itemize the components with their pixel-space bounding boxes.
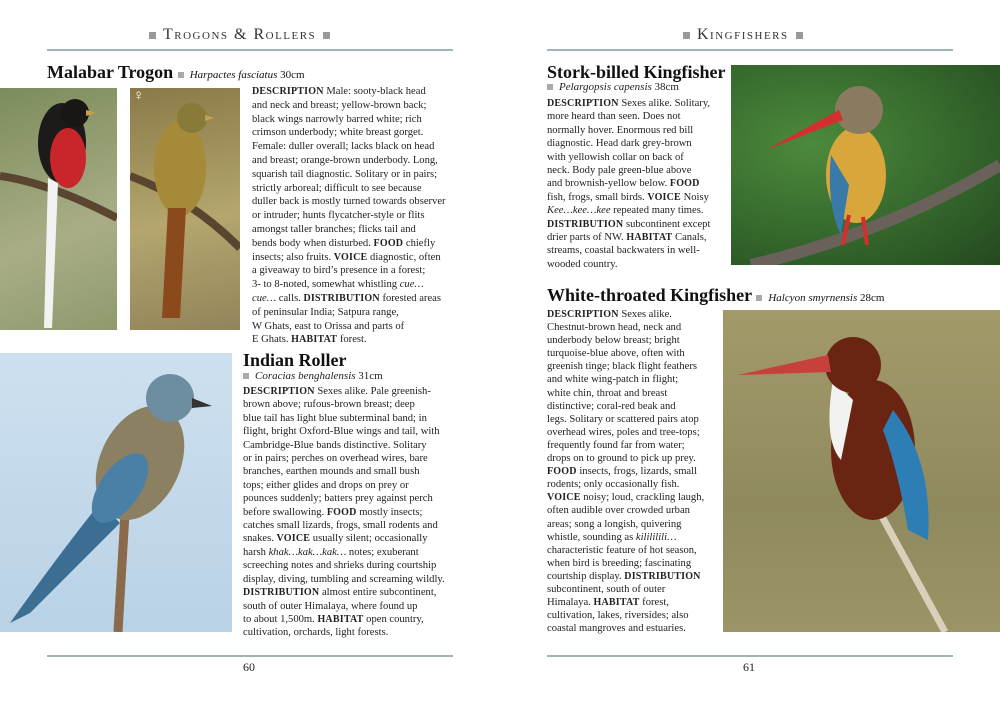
field-label: VOICE: [276, 533, 311, 545]
text-run: normally hover. Enormous red bill: [547, 124, 694, 136]
text-line: [547, 137, 710, 150]
text-line: [243, 546, 445, 559]
text-run: cultivation, lakes, riversides; also: [547, 610, 689, 622]
running-head-left: [142, 26, 337, 44]
text-line: [243, 613, 445, 626]
text-line: [252, 182, 446, 196]
text-run: and brownish-yellow below.: [547, 178, 670, 190]
footer-rule: [547, 655, 953, 657]
text-line: [252, 168, 446, 182]
text-line: [547, 544, 704, 557]
field-label: HABITAT: [626, 232, 673, 244]
text-line: [547, 504, 704, 517]
text-run: streams, coastal backwaters in well-: [547, 245, 700, 257]
square-bullet-icon: [547, 84, 553, 90]
text-run: noisy; loud, crackling laugh,: [580, 492, 705, 504]
field-label: DESCRIPTION: [252, 86, 324, 97]
field-label: VOICE: [647, 191, 681, 203]
text-run: open country,: [363, 613, 424, 625]
text-line: [252, 209, 446, 223]
text-run: Himalaya.: [547, 597, 594, 609]
call-text: cue…: [399, 279, 424, 291]
photo-white-throated-kingfisher: [723, 310, 1000, 632]
text-line: [243, 506, 445, 519]
photo-stork-billed-kingfisher: [731, 65, 1000, 265]
bird-illustration: [731, 65, 1000, 265]
entry-title-white-throated-kingfisher: [547, 285, 884, 306]
entry-name: White-throated Kingfisher: [547, 285, 752, 305]
text-line: [243, 586, 445, 599]
square-bullet-icon: [323, 32, 330, 39]
text-line: [243, 425, 445, 438]
text-run: Cambridge-Blue bands distinctive. Solitary: [243, 439, 427, 451]
text-line: [547, 557, 704, 570]
text-run: notes; exuberant: [346, 546, 419, 558]
entry-text-indian-roller: [243, 385, 445, 640]
text-run: snakes.: [243, 533, 277, 545]
text-run: drops on to ground to pick up prey.: [547, 453, 696, 465]
text-line: [547, 177, 710, 190]
square-bullet-icon: [149, 32, 156, 39]
square-bullet-icon: [683, 32, 690, 39]
text-run: mostly insects;: [356, 506, 423, 518]
text-line: [547, 491, 704, 504]
text-line: [547, 478, 704, 491]
text-line: [252, 195, 446, 209]
scientific-name: [178, 69, 305, 81]
text-line: [547, 231, 710, 244]
text-line: [243, 519, 445, 532]
text-line: [547, 439, 704, 452]
text-run: wooded country.: [547, 258, 618, 270]
text-line: [252, 292, 446, 306]
text-run: Sexes alike.: [618, 309, 672, 320]
text-line: [547, 426, 704, 439]
square-bullet-icon: [756, 295, 762, 301]
running-head-text: Kingfishers: [697, 26, 789, 43]
text-line: [547, 97, 710, 110]
latin-name: Coracias benghalensis: [255, 370, 356, 382]
text-line: [547, 164, 710, 177]
text-run: black wings narrowly barred white; rich: [252, 113, 422, 125]
text-line: [252, 126, 446, 140]
entry-title-indian-roller: [243, 350, 347, 371]
field-label: HABITAT: [593, 597, 640, 609]
field-label: DESCRIPTION: [243, 386, 315, 397]
scientific-name: [243, 370, 383, 382]
text-line: [252, 237, 446, 251]
text-run: of peninsular India; Satpura range,: [252, 306, 399, 318]
text-run: or intruder; hunts flycatcher-style or flits: [252, 210, 425, 222]
text-line: [547, 308, 704, 321]
text-line: [243, 465, 445, 478]
field-label: DESCRIPTION: [547, 309, 619, 320]
text-run: Chestnut-brown head, neck and: [547, 322, 682, 334]
bird-illustration: [0, 88, 117, 330]
entry-text-malabar-trogon: [252, 85, 446, 347]
bird-illustration: [130, 88, 240, 330]
text-run: fish, frogs, small birds.: [547, 191, 648, 203]
text-line: [243, 452, 445, 465]
scientific-name: [547, 81, 679, 93]
text-run: bends body when disturbed.: [252, 237, 374, 249]
text-line: [547, 570, 704, 583]
photo-malabar-trogon-male: [0, 88, 117, 330]
field-label: VOICE: [333, 251, 368, 263]
field-label: DISTRIBUTION: [303, 292, 380, 304]
page-number-left: 60: [243, 660, 255, 674]
text-run: 3- to 8-noted, somewhat whistling: [252, 279, 400, 291]
field-label: FOOD: [373, 237, 404, 249]
text-line: [252, 113, 446, 127]
page-number-right: 61: [743, 660, 755, 674]
entry-text-stork-billed-kingfisher: [547, 97, 710, 271]
call-text: cue…: [252, 292, 277, 304]
text-run: repeated many times.: [610, 205, 704, 217]
entry-title-malabar-trogon: [47, 62, 305, 83]
text-line: [547, 244, 710, 257]
text-run: Canals,: [672, 232, 707, 244]
photo-indian-roller: [0, 353, 232, 632]
text-line: [252, 333, 446, 347]
text-run: before swallowing.: [243, 506, 327, 518]
entry-name: Stork-billed Kingfisher: [547, 62, 726, 82]
text-line: [547, 360, 704, 373]
text-run: almost entire subcontinent,: [319, 587, 437, 599]
text-line: [547, 609, 704, 622]
entry-name: Indian Roller: [243, 350, 347, 370]
size: 28cm: [860, 292, 885, 304]
text-run: forested areas: [379, 292, 441, 304]
text-run: areas; song a longish, quivering: [547, 518, 682, 530]
text-line: [252, 85, 446, 99]
female-symbol: ♀: [133, 88, 145, 104]
latin-name: Pelargopsis capensis: [559, 81, 652, 93]
text-line: [252, 264, 446, 278]
text-line: [547, 218, 710, 231]
text-line: [547, 387, 704, 400]
text-line: [252, 154, 446, 168]
text-run: insects; also fruits.: [252, 251, 334, 263]
text-run: more heard than seen. Does not: [547, 111, 681, 123]
text-run: insects, frogs, lizards, small: [576, 466, 698, 478]
field-label: FOOD: [326, 506, 357, 518]
text-run: squarish tail diagnostic. Solitary or in pairs;: [252, 168, 438, 180]
text-run: a giveaway to bird’s presence in a forest;: [252, 265, 426, 277]
text-run: amongst taller branches; flicks tail and: [252, 223, 416, 235]
text-run: and neck and breast; yellow-brown back;: [252, 99, 427, 111]
text-line: [547, 465, 704, 478]
bird-illustration: [0, 353, 232, 632]
square-bullet-icon: [243, 373, 249, 379]
text-run: W Ghats, east to Orissa and parts of: [252, 320, 405, 332]
text-run: turquoise-blue above, often with: [547, 348, 685, 360]
text-run: Female: duller overall; lacks black on head: [252, 141, 435, 153]
text-run: subcontinent except: [623, 218, 711, 230]
text-run: cultivation, orchards, light forests.: [243, 627, 389, 639]
text-run: diagnostic. Head dark grey-brown: [547, 138, 692, 150]
text-line: [243, 439, 445, 452]
text-run: distinctive; coral-red beak and: [547, 400, 676, 412]
field-label: HABITAT: [291, 334, 338, 346]
text-run: underbody below breast; bright: [547, 335, 680, 347]
text-run: characteristic feature of hot season,: [547, 544, 697, 556]
scientific-name: [756, 292, 884, 304]
text-run: flight, bright Oxford-Blue wings and tail, with: [243, 426, 440, 438]
text-run: often audible over crowded urban: [547, 505, 690, 517]
text-run: Male: sooty-black head: [323, 86, 426, 97]
text-run: chiefly: [403, 237, 436, 249]
text-line: [547, 400, 704, 413]
text-line: [252, 320, 446, 334]
field-label: VOICE: [547, 492, 581, 504]
running-head-text: Trogons & Rollers: [163, 26, 317, 43]
text-run: crimson underbody; white breast gorget.: [252, 127, 424, 139]
text-line: [547, 110, 710, 123]
footer-rule: [47, 655, 453, 657]
text-run: courtship display.: [547, 570, 625, 582]
text-line: [547, 583, 704, 596]
text-run: calls.: [276, 292, 304, 304]
latin-name: Halcyon smyrnensis: [768, 292, 858, 304]
text-run: when bird is breeding; fascinating: [547, 557, 692, 569]
text-run: display, diving, tumbling and screaming wildly.: [243, 573, 445, 585]
field-label: HABITAT: [317, 613, 364, 625]
text-line: [252, 223, 446, 237]
text-run: subcontinent, south of outer: [547, 583, 666, 595]
text-run: drier parts of NW.: [547, 232, 627, 244]
text-line: [243, 492, 445, 505]
text-line: [547, 518, 704, 531]
text-run: brown above; rufous-brown breast; deep: [243, 399, 415, 411]
text-line: [252, 278, 446, 292]
text-line: [547, 347, 704, 360]
text-run: blue tail has light blue subterminal band; in: [243, 412, 427, 424]
size: 30cm: [280, 69, 305, 81]
text-run: strictly arboreal; difficult to see because: [252, 182, 422, 194]
text-line: [243, 479, 445, 492]
text-line: [547, 191, 710, 204]
text-line: [243, 412, 445, 425]
text-line: [547, 373, 704, 386]
text-line: [243, 573, 445, 586]
text-run: branches, earthen mounds and small bush: [243, 466, 420, 478]
text-line: [547, 151, 710, 164]
text-run: legs. Solitary or scattered pairs atop: [547, 413, 699, 425]
entry-title-stork-billed-kingfisher: [547, 62, 726, 83]
text-line: [547, 622, 704, 635]
field-label: FOOD: [669, 178, 700, 190]
text-run: duller back is mostly turned towards observer: [252, 196, 446, 208]
text-run: overhead wires, poles and tree-tops;: [547, 426, 700, 438]
text-run: and white wing-patch in flight;: [547, 374, 679, 386]
text-run: Sexes alike. Solitary,: [618, 98, 711, 109]
text-line: [252, 306, 446, 320]
text-line: [243, 600, 445, 613]
text-line: [547, 204, 710, 217]
text-line: [243, 385, 445, 398]
square-bullet-icon: [796, 32, 803, 39]
text-line: [547, 321, 704, 334]
size: 31cm: [358, 370, 383, 382]
text-line: [243, 626, 445, 639]
text-line: [547, 413, 704, 426]
text-run: E Ghats.: [252, 334, 292, 346]
running-head-right: [676, 26, 810, 44]
bird-illustration: [723, 310, 1000, 632]
text-run: and breast; orange-brown underbody. Long,: [252, 154, 438, 166]
header-rule: [547, 49, 953, 51]
text-run: diagnostic, often: [367, 251, 441, 263]
latin-name: Harpactes fasciatus: [189, 69, 278, 81]
text-run: to about 1,500m.: [243, 613, 318, 625]
text-run: rodents; only occasionally fish.: [547, 479, 680, 491]
text-run: tops; either glides and drops on prey or: [243, 479, 409, 491]
entry-name: Malabar Trogon: [47, 62, 174, 82]
square-bullet-icon: [178, 72, 184, 78]
text-line: [547, 596, 704, 609]
text-run: forest,: [639, 597, 669, 609]
text-line: [252, 140, 446, 154]
text-line: [243, 398, 445, 411]
text-line: [243, 559, 445, 572]
text-run: whistle, sounding as: [547, 531, 636, 543]
call-text: khak…kak…kak…: [268, 546, 347, 558]
text-run: frequently found far from water;: [547, 439, 685, 451]
text-run: coastal mangroves and estuaries.: [547, 623, 686, 635]
text-run: south of outer Himalaya, where found up: [243, 600, 418, 612]
call-text: Kee…kee…kee: [547, 205, 611, 217]
text-run: greenish tinge; black flight feathers: [547, 361, 698, 373]
text-run: screeching notes and shrieks during courtship: [243, 560, 437, 572]
text-run: with yellowish collar on back of: [547, 151, 684, 163]
photo-malabar-trogon-female: [130, 88, 240, 330]
text-line: [252, 251, 446, 265]
text-run: neck. Body pale green-blue above: [547, 165, 692, 177]
header-rule: [47, 49, 453, 51]
field-label: DISTRIBUTION: [547, 218, 624, 230]
text-line: [252, 99, 446, 113]
text-line: [547, 258, 710, 271]
text-run: Noisy: [680, 191, 709, 203]
text-run: catches small lizards, frogs, small rodents and: [243, 520, 438, 532]
field-label: DISTRIBUTION: [624, 570, 701, 582]
text-run: usually silent; occasionally: [310, 533, 428, 545]
text-run: pounces suddenly; batters prey against perch: [243, 493, 433, 505]
text-run: Sexes alike. Pale greenish-: [314, 386, 431, 397]
size: 38cm: [654, 81, 679, 93]
entry-text-white-throated-kingfisher: [547, 308, 704, 635]
text-line: [547, 124, 710, 137]
text-line: [547, 334, 704, 347]
field-label: DESCRIPTION: [547, 98, 619, 109]
text-line: [547, 452, 704, 465]
call-text: kilililili…: [635, 531, 677, 543]
text-line: [547, 531, 704, 544]
field-label: DISTRIBUTION: [243, 587, 320, 599]
text-run: or in pairs; perches on overhead wires, bare: [243, 453, 428, 465]
text-run: harsh: [243, 546, 269, 558]
text-line: [243, 532, 445, 545]
field-label: FOOD: [547, 466, 577, 478]
text-run: white chin, throat and breast: [547, 387, 668, 399]
text-run: forest.: [337, 334, 367, 346]
